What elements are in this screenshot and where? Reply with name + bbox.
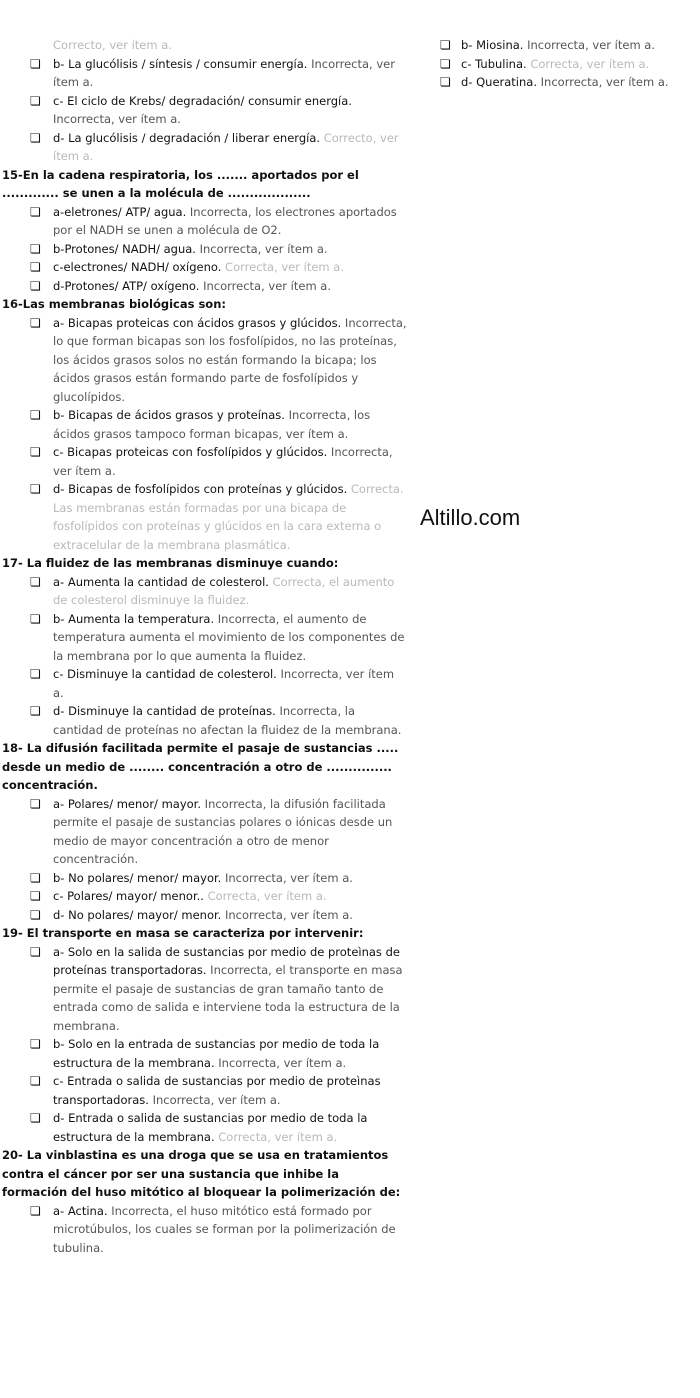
correct-feedback: Correcto, ver ítem a. [53,130,399,163]
checkbox-bullet-icon: ❏ [30,1111,41,1125]
feedback-text: Incorrecta, ver ítem a. [53,56,395,89]
checkbox-bullet-icon: ❏ [30,796,41,811]
checkbox-bullet-icon: ❏ [30,907,41,922]
correct-feedback: Correcta, ver ítem a. [207,889,327,903]
answer-option [2,258,407,277]
feedback-text: Incorrecta, la difusión facilitada permite el pasaje de sustancias polares o iónicas desde un medio de mayor concentración a otro de menor concentración. [53,796,393,866]
option-label: b- Bicapas de ácidos grasos y proteínas. [53,408,285,422]
option-label: c- Tubulina. [461,56,527,71]
option-label: b- Miosina. [461,38,524,52]
option-label: b- Solo en la entrada de sustancias por medio de toda la estructura de la membrana. [53,1037,380,1070]
answer-option [2,610,407,666]
option-label: d- Bicapas de fosfolípidos con proteínas y glúcidos. [53,482,348,496]
checkbox-bullet-icon: ❏ [30,445,41,459]
checkbox-bullet-icon: ❏ [440,56,451,71]
option-label: c- Disminuye la cantidad de colesterol. [53,667,277,681]
question-text: 15-En la cadena respiratoria, los ....... aportados por el ............. se unen a la molécula de ................... [2,167,359,200]
answer-option [2,36,407,55]
checkbox-bullet-icon: ❏ [30,944,41,959]
correct-feedback: Correcta, ver ítem a. [225,260,344,274]
checkbox-bullet-icon: ❏ [30,278,41,293]
question-text: 18- La difusión facilitada permite el pasaje de sustancias ..... desde un medio de ........ concentración a otro de ............... concentración. [2,741,399,792]
question-text: 16-Las membranas biológicas son: [2,297,226,311]
feedback-text: Incorrecta, el huso mitótico está formado por microtúbulos, los cuales se forman por la polimerización de tubulina. [53,1203,396,1255]
answer-option [2,277,407,296]
option-label: d- Entrada o salida de sustancias por medio de toda la estructura de la membrana. [53,1111,368,1144]
correct-feedback: Correcta. Las membranas están formadas por una bicapa de fosfolípidos con proteínas y glúcidos en la cara externa o extracelular de la membrana plasmática. [53,482,404,552]
checkbox-bullet-icon: ❏ [30,130,41,145]
answer-option [2,1109,407,1146]
answer-option [2,665,407,702]
feedback-text: Incorrecta, la cantidad de proteínas no afectan la fluidez de la membrana. [53,704,402,737]
answer-option [2,943,407,1036]
feedback-text: Incorrecta, ver ítem a. [53,445,393,478]
option-label: c- El ciclo de Krebs/ degradación/ consumir energía. [53,93,352,108]
checkbox-bullet-icon: ❏ [30,889,41,903]
feedback-text: Incorrecta, los electrones aportados por el NADH se unen a molécula de O2. [53,204,397,237]
option-label: b- No polares/ menor/ mayor. [53,870,222,885]
feedback-text: Incorrecta, los ácidos grasos tampoco forman bicapas, ver ítem a. [53,408,371,441]
feedback-text: Incorrecta, ver ítem a. [203,278,332,293]
feedback-text: Incorrecta, el aumento de temperatura aumenta el movimiento de los componentes de la membrana por lo que aumenta la fluidez. [53,611,405,663]
answer-option [2,1035,407,1072]
answer-option [2,480,407,554]
feedback-text: Incorrecta, ver ítem a. [53,667,395,700]
answer-option [2,906,407,925]
option-label: d-Protones/ ATP/ oxígeno. [53,278,200,293]
option-label: a- Bicapas proteicas con ácidos grasos y glúcidos. [53,315,342,330]
option-label: c- Polares/ mayor/ menor.. [53,889,204,903]
answer-option [2,702,407,739]
question-text: 20- La vinblastina es una droga que se usa en tratamientos contra el cáncer por ser una sustancia que inhibe la formación del huso mitótico al bloquear la polimerización de: [2,1148,401,1199]
correct-feedback: Correcta, el aumento de colesterol disminuye la fluidez. [53,574,395,607]
checkbox-bullet-icon: ❏ [30,1037,41,1051]
option-label: b-Protones/ NADH/ agua. [53,241,196,256]
answer-option [2,55,407,92]
checkbox-bullet-icon: ❏ [30,315,41,330]
option-label: c- Entrada o salida de sustancias por medio de proteìnas transportadoras. [53,1074,381,1107]
option-label: a- Actina. [53,1203,108,1218]
correct-feedback: Correcta, ver ítem a. [218,1129,338,1144]
option-label: d- Disminuye la cantidad de proteínas. [53,704,276,718]
watermark: Altillo.com [420,505,521,530]
answer-option [2,129,407,166]
feedback-text: Incorrecta, ver ítem a. [224,907,353,922]
feedback-text: Incorrecta, ver ítem a. [527,38,656,52]
feedback-text: Incorrecta, el transporte en masa permite el pasaje de sustancias de gran tamaño tanto de entrada como de salida e interviene toda la estructura de la membrana. [53,963,403,1033]
option-label: a- Aumenta la cantidad de colesterol. [53,574,269,589]
answer-option [2,869,407,888]
answer-option [2,92,407,129]
answer-option [2,887,407,906]
right-column [440,36,700,92]
option-label: a-eletrones/ ATP/ agua. [53,204,187,219]
feedback-text: Incorrecta, ver ítem a. [540,75,669,89]
answer-option [2,1202,407,1258]
answer-option [2,443,407,480]
checkbox-bullet-icon: ❏ [30,56,41,71]
option-label: c-electrones/ NADH/ oxígeno. [53,260,222,274]
correct-feedback: Correcta, ver ítem a. [530,56,650,71]
feedback-text: Incorrecta, ver ítem a. [152,1092,281,1107]
checkbox-bullet-icon: ❏ [30,93,41,108]
checkbox-bullet-icon: ❏ [30,241,41,256]
answer-option [2,795,407,869]
checkbox-bullet-icon: ❏ [30,1203,41,1218]
answer-option [440,55,700,74]
answer-option [440,36,700,55]
checkbox-bullet-icon: ❏ [30,260,41,274]
answer-option [2,1072,407,1109]
checkbox-bullet-icon: ❏ [30,611,41,626]
checkbox-bullet-icon: ❏ [30,204,41,219]
option-label: b- La glucólisis / síntesis / consumir energía. [53,56,308,71]
option-label: a- Polares/ menor/ mayor. [53,796,202,811]
checkbox-bullet-icon: ❏ [30,1074,41,1088]
answer-option [440,73,700,92]
checkbox-bullet-icon: ❏ [30,482,41,496]
option-label: b- Aumenta la temperatura. [53,611,215,626]
checkbox-bullet-icon: ❏ [440,75,451,89]
checkbox-bullet-icon: ❏ [30,870,41,885]
answer-option [2,240,407,259]
checkbox-bullet-icon: ❏ [30,574,41,589]
option-label: c- Bicapas proteicas con fosfolípidos y glúcidos. [53,445,328,459]
checkbox-bullet-icon: ❏ [30,704,41,718]
option-label: a- Solo en la salida de sustancias por medio de proteìnas de proteínas transportadoras. [53,944,400,977]
option-label: d- No polares/ mayor/ menor. [53,907,222,922]
feedback-text: Incorrecta, ver ítem a. [218,1055,347,1070]
question-text: 19- El transporte en masa se caracteriza por intervenir: [2,926,364,940]
option-label: d- Queratina. [461,75,537,89]
left-column [2,36,407,1257]
answer-option [2,314,407,407]
feedback-text: Incorrecta, ver ítem a. [199,241,328,256]
correct-feedback: Correcto, ver ítem a. [53,38,172,52]
checkbox-bullet-icon: ❏ [30,667,41,681]
question-text: 17- La fluidez de las membranas disminuye cuando: [2,556,339,570]
answer-option [2,203,407,240]
answer-option [2,573,407,610]
feedback-text: Incorrecta, lo que forman bicapas son los fosfolípidos, no las proteínas, los ácidos grasos solos no están formando la bicapa; los ácidos grasos están formando parte de fosfolípidos y glucolípidos. [53,315,407,404]
checkbox-bullet-icon: ❏ [30,408,41,422]
checkbox-bullet-icon: ❏ [440,38,451,52]
feedback-text: Incorrecta, ver ítem a. [224,870,353,885]
option-label: d- La glucólisis / degradación / liberar energía. [53,130,321,145]
answer-option [2,406,407,443]
feedback-text: Incorrecta, ver ítem a. [53,112,181,126]
